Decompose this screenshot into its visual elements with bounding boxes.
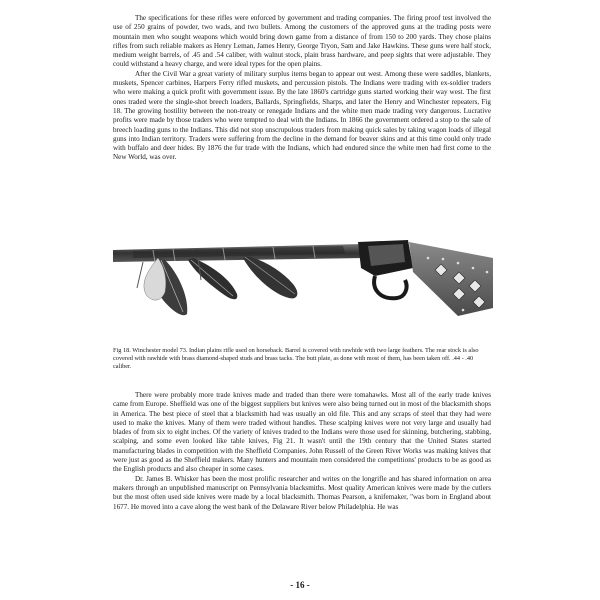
paragraph: The specifications for these rifles were enforced by government and trading companies. The firing proof test involved the use of 250 grains of powder, two wads, and two bullets. Among the customers of the approved guns at the trading posts were mountain men who sought weapons which would bring down game from a distance of from 150 to 200 yards. They chose plains rifles from such reliable makers as Henry Leman, James Henry, George Tryon, Sam and Jake Hawkins. These guns were half stock, medium weight barrels, of .45 and .54 caliber, with walnut stock, plain brass hardware, and peep sights that were adjustable. They could withstand a heavy charge, and were ideal types for the open plains. (113, 14, 491, 69)
paragraph: After the Civil War a great variety of military surplus items began to appear out west. Among these were saddles, blankets, muskets, Spencer carbines, Harpers Ferry rifled muskets, and percussion pistols. The Indians were trading with ex-soldier traders who were making a quick profit with government issue. By the late 1860's cartridge guns started working their way west. The first ones traded were the single-shot breech loaders, Ballards, Springfields, Sharps, and later the Henry and Winchester repeaters, Fig 18. The growing hostility between the non-treaty or renegade Indians and the white men made trading very dangerous. Lucrative profits were made by those traders who were tempted to deal with the Indians. In 1866 the government ordered a stop to the sale of breech loading guns to the Indians. This did not stop unscrupulous traders from making quick sales by taking wagon loads of illegal guns into Indian territory. Traders were suffering from the decline in the demand for beaver skins and at this time could only trade with buffalo and deer hides. By 1876 the fur trade with the Indians, which had endured since the white men had first come to the New World, was over. (113, 69, 491, 162)
lever-shape (374, 276, 406, 298)
bottom-text-block (113, 391, 491, 512)
feathers (144, 256, 297, 315)
figure-caption: Fig 18. Winchester model 73. Indian plains rifle used on horseback. Barrel is covered with rawhide with two large feathers. The rear stock is also covered with rawhide with brass diamond-shaped studs and brass tacks. The butt plate, as done with most of them, has been taken off. .44 - .40 caliber. (113, 347, 479, 371)
top-text-block (113, 14, 491, 163)
paragraph: There were probably more trade knives made and traded than there were tomahawks. Most all of the early trade knives came from Europe. Sheffield was one of the biggest suppliers but knives were also being turned out in most of the blacksmith shops in America. The best piece of steel that a blacksmith had was usually an old file. This and any scraps of steel that they had were used to make the knives. Many of them were traded without handles. These scalping knives were not very large and usually had blades of from six to eight inches. Of the variety of knives traded to the Indians were those used for skinning, butchering, stabbing, scalping, and some even looked like table knives, Fig 21. It wasn't until the 19th century that the United States started manufacturing blades in competition with the Sheffield Companies. John Russell of the Green River Works was making knives that were just as good as the Sheffield makers. Many hunters and mountain men considered the competitions' products to be as good as the English products and also cheaper in some cases. (113, 391, 491, 474)
page-number: - 16 - (290, 580, 310, 590)
paragraph: Dr. James B. Whisker has been the most prolific researcher and writes on the longrifle and has shared information on area makers through an unpublished manuscript on Pennsylvania blacksmiths. Most quality American knives were made by the cutlers but the most often used side knives were made by a local blacksmith. Thomas Pearson, a knifemaker, "was born in England about 1677. He moved into a cave along the west bank of the Delaware River below Philadelphia. He was (113, 474, 491, 511)
winchester-rifle-image (113, 228, 493, 330)
rifle-photo (113, 228, 493, 330)
